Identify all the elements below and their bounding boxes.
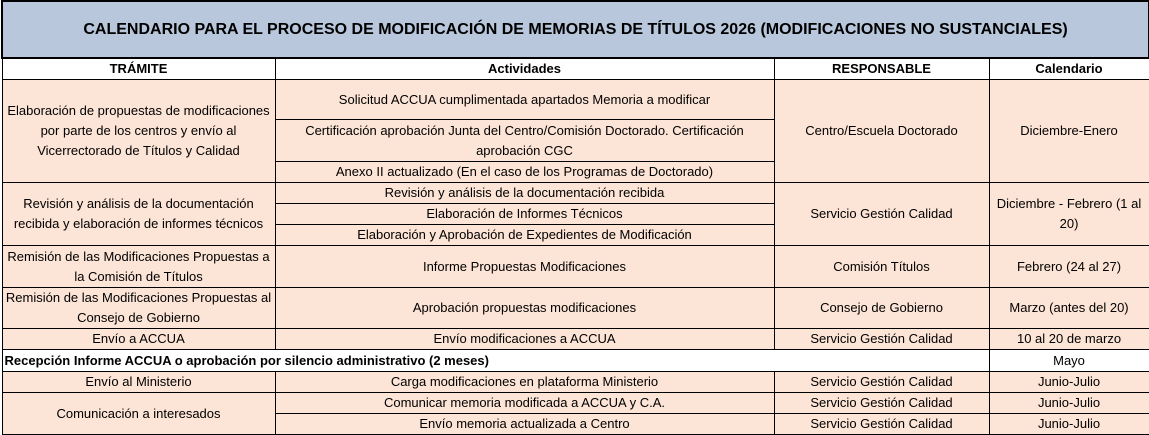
calendario-cell: Diciembre-Enero [989, 80, 1149, 183]
table-row [2, 246, 1149, 288]
actividad-cell: Envío modificaciones a ACCUA [275, 329, 774, 350]
table-row [2, 372, 1149, 393]
header-actividades: Actividades [275, 58, 774, 80]
table-row [2, 183, 1149, 204]
tramite-cell: Envío a ACCUA [2, 329, 275, 350]
header-calendario: Calendario [989, 58, 1149, 80]
actividad-cell: Elaboración y Aprobación de Expedientes de Modificación [275, 225, 774, 246]
actividad-cell: Carga modificaciones en plataforma Ministerio [275, 372, 774, 393]
actividad-cell: Envío memoria actualizada a Centro [275, 414, 774, 435]
table-row [2, 288, 1149, 329]
responsable-cell: Servicio Gestión Calidad [774, 329, 989, 350]
calendario-cell: Marzo (antes del 20) [989, 288, 1149, 329]
responsable-cell: Centro/Escuela Doctorado [774, 80, 989, 183]
responsable-cell: Consejo de Gobierno [774, 288, 989, 329]
calendario-cell: 10 al 20 de marzo [989, 329, 1149, 350]
calendario-cell: Febrero (24 al 27) [989, 246, 1149, 288]
table-row [2, 350, 1149, 372]
actividad-cell: Comunicar memoria modificada a ACCUA y C.A. [275, 393, 774, 414]
recepcion-cell: Recepción Informe ACCUA o aprobación por silencio administrativo (2 meses) [2, 350, 989, 372]
responsable-cell: Servicio Gestión Calidad [774, 372, 989, 393]
tramite-cell: Elaboración de propuestas de modificaciones por parte de los centros y envío al Vicerrectorado de Títulos y Calidad [2, 80, 275, 183]
header-responsable: RESPONSABLE [774, 58, 989, 80]
calendario-cell: Junio-Julio [989, 372, 1149, 393]
actividad-cell: Informe Propuestas Modificaciones [275, 246, 774, 288]
calendario-cell: Mayo [989, 350, 1149, 372]
calendar-table [1, 0, 1149, 435]
actividad-cell: Revisión y análisis de la documentación recibida [275, 183, 774, 204]
responsable-cell: Comisión Títulos [774, 246, 989, 288]
header-row [2, 58, 1149, 80]
actividad-cell: Elaboración de Informes Técnicos [275, 204, 774, 225]
responsable-cell: Servicio Gestión Calidad [774, 393, 989, 414]
responsable-cell: Servicio Gestión Calidad [774, 414, 989, 435]
tramite-cell: Revisión y análisis de la documentación recibida y elaboración de informes técnicos [2, 183, 275, 246]
page-title: CALENDARIO PARA EL PROCESO DE MODIFICACIÓN DE MEMORIAS DE TÍTULOS 2026 (MODIFICACIONES NO SUSTANCIALES) [2, 1, 1149, 58]
tramite-cell: Comunicación a interesados [2, 393, 275, 435]
responsable-cell: Servicio Gestión Calidad [774, 183, 989, 246]
table-row [2, 80, 1149, 120]
header-tramite: TRÁMITE [2, 58, 275, 80]
actividad-cell: Solicitud ACCUA cumplimentada apartados Memoria a modificar [275, 80, 774, 120]
table-row [2, 393, 1149, 414]
calendario-cell: Junio-Julio [989, 393, 1149, 414]
actividad-cell: Aprobación propuestas modificaciones [275, 288, 774, 329]
actividad-cell: Anexo II actualizado (En el caso de los Programas de Doctorado) [275, 162, 774, 183]
calendario-cell: Diciembre - Febrero (1 al 20) [989, 183, 1149, 246]
tramite-cell: Remisión de las Modificaciones Propuestas al Consejo de Gobierno [2, 288, 275, 329]
calendario-cell: Junio-Julio [989, 414, 1149, 435]
tramite-cell: Remisión de las Modificaciones Propuestas a la Comisión de Títulos [2, 246, 275, 288]
tramite-cell: Envío al Ministerio [2, 372, 275, 393]
table-row [2, 329, 1149, 350]
actividad-cell: Certificación aprobación Junta del Centro/Comisión Doctorado. Certificación aprobación CGC [275, 120, 774, 162]
